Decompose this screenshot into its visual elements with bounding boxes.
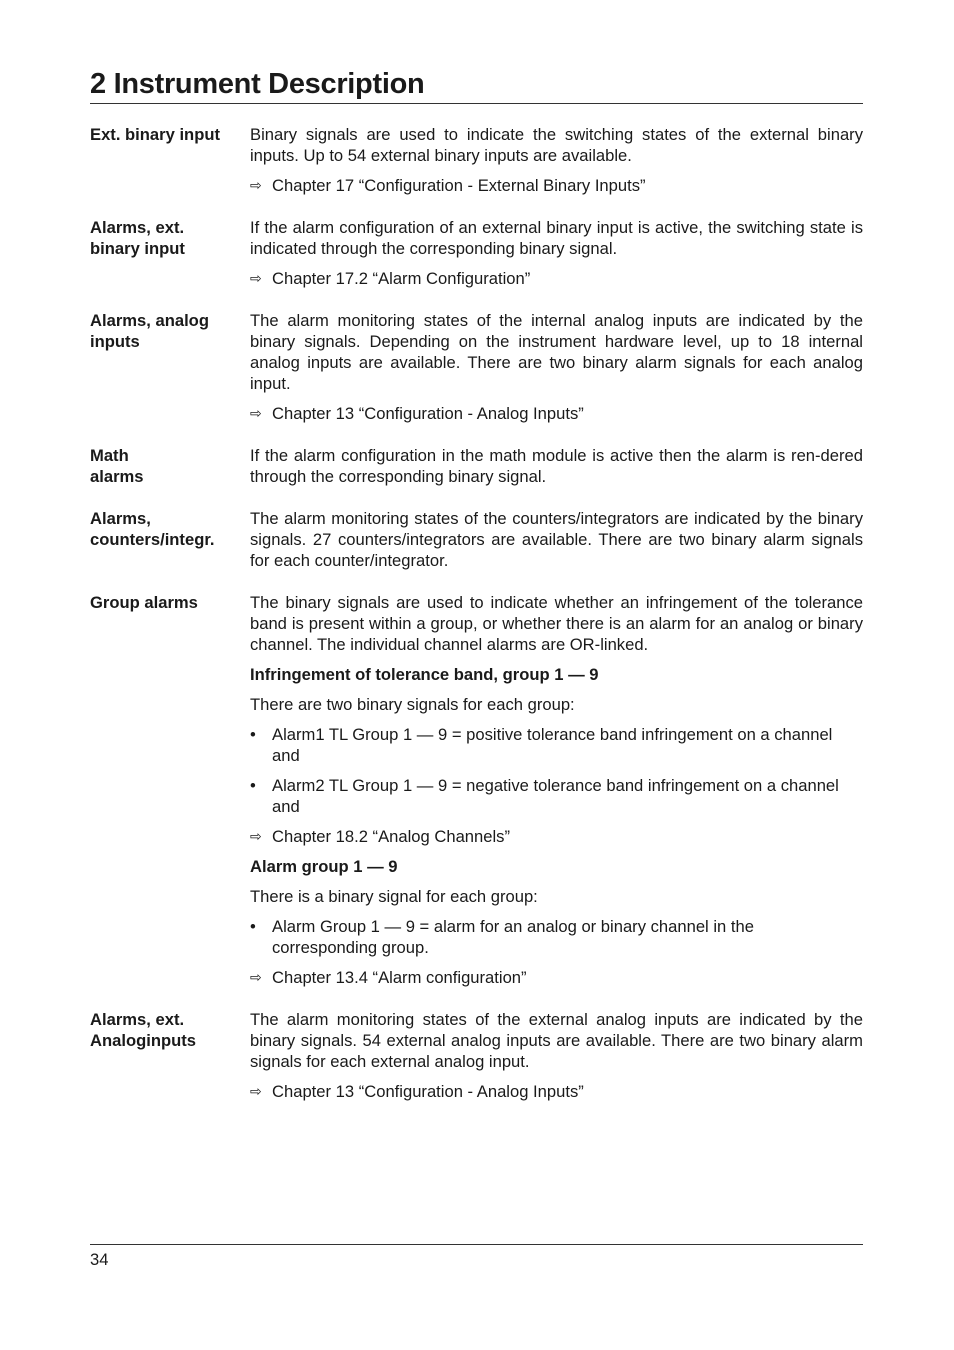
- section-body: [250, 592, 863, 988]
- bullet-icon: •: [250, 725, 256, 744]
- list-item: • Alarm1 TL Group 1 — 9 = positive tolerance band infringement on a channel and: [250, 725, 833, 765]
- subheading: Infringement of tolerance band, group 1 — 9: [250, 665, 599, 684]
- section-alarms-ext-analog-inputs: [90, 1009, 863, 1102]
- section-label: Alarms, counters/integr.: [90, 509, 215, 549]
- paragraph: The binary signals are used to indicate whether an infringement of the tolerance band is present within a group, or whether there is an alarm for an analog or binary channel. The individual channel alarms are OR-linked.: [250, 593, 863, 654]
- list-item: • Alarm2 TL Group 1 — 9 = negative tolerance band infringement on a channel and: [250, 776, 839, 816]
- content: [90, 124, 863, 1102]
- section-alarms-counters: [90, 508, 863, 571]
- paragraph: The alarm monitoring states of the counters/integrators are indicated by the binary signals. 27 counters/integrators are available. There are two binary alarm signals for each counter/integrator.: [250, 509, 863, 570]
- section-label: Math alarms: [90, 446, 144, 486]
- paragraph: Binary signals are used to indicate the switching states of the external binary inputs. Up to 54 external binary inputs are available.: [250, 125, 863, 165]
- section-body: [250, 310, 863, 424]
- section-body: [250, 124, 863, 196]
- paragraph: The alarm monitoring states of the internal analog inputs are indicated by the binary signals. Depending on the instrument hardware level, up to 18 internal analog inputs are available. There are two binary alarm signals for each analog input.: [250, 311, 863, 393]
- bullet-icon: •: [250, 917, 256, 936]
- section-alarms-ext-binary-input: [90, 217, 863, 289]
- section-alarms-analog-inputs: [90, 310, 863, 424]
- section-label: Alarms, analog inputs: [90, 311, 209, 351]
- arrow-right-icon: ⇨: [250, 828, 262, 844]
- bullet-icon: •: [250, 776, 256, 795]
- paragraph: If the alarm configuration of an external binary input is active, the switching state is indicated through the corresponding binary signal.: [250, 218, 863, 258]
- chapter-reference[interactable]: ⇨ Chapter 13 “Configuration - Analog Inputs”: [250, 404, 584, 423]
- section-body: [250, 1009, 863, 1102]
- section-label: Alarms, ext. Analoginputs: [90, 1010, 197, 1050]
- footer-divider: [90, 1244, 863, 1245]
- chapter-reference[interactable]: ⇨ Chapter 17 “Configuration - External Binary Inputs”: [250, 176, 646, 195]
- paragraph: There is a binary signal for each group:: [250, 887, 538, 906]
- section-body: [250, 217, 863, 289]
- paragraph: The alarm monitoring states of the external analog inputs are indicated by the binary signals. 54 external analog inputs are available. There are two binary alarm signals for each external analog input.: [250, 1010, 863, 1071]
- arrow-right-icon: ⇨: [250, 270, 262, 286]
- chapter-reference[interactable]: ⇨ Chapter 17.2 “Alarm Configuration”: [250, 269, 531, 288]
- arrow-right-icon: ⇨: [250, 405, 262, 421]
- paragraph: There are two binary signals for each group:: [250, 695, 575, 714]
- chapter-reference[interactable]: ⇨ Chapter 18.2 “Analog Channels”: [250, 827, 510, 846]
- subheading: Alarm group 1 — 9: [250, 857, 398, 876]
- paragraph: If the alarm configuration in the math module is active then the alarm is ren-dered through the corresponding binary signal.: [250, 446, 863, 486]
- section-label: Alarms, ext. binary input: [90, 218, 185, 258]
- section-body: [250, 508, 863, 571]
- page-title: 2 Instrument Description: [90, 68, 425, 100]
- section-label: Group alarms: [90, 593, 198, 612]
- arrow-right-icon: ⇨: [250, 1083, 262, 1099]
- section-ext-binary-input: [90, 124, 863, 196]
- page-number: 34: [90, 1250, 109, 1269]
- section-label: Ext. binary input: [90, 125, 220, 144]
- section-body: [250, 445, 863, 487]
- chapter-reference[interactable]: ⇨ Chapter 13.4 “Alarm configuration”: [250, 968, 527, 987]
- arrow-right-icon: ⇨: [250, 969, 262, 985]
- title-divider: [90, 103, 863, 104]
- section-group-alarms: [90, 592, 863, 988]
- chapter-reference[interactable]: ⇨ Chapter 13 “Configuration - Analog Inputs”: [250, 1082, 584, 1101]
- list-item: • Alarm Group 1 — 9 = alarm for an analog or binary channel in the corresponding group.: [250, 917, 754, 957]
- section-math-alarms: [90, 445, 863, 487]
- arrow-right-icon: ⇨: [250, 177, 262, 193]
